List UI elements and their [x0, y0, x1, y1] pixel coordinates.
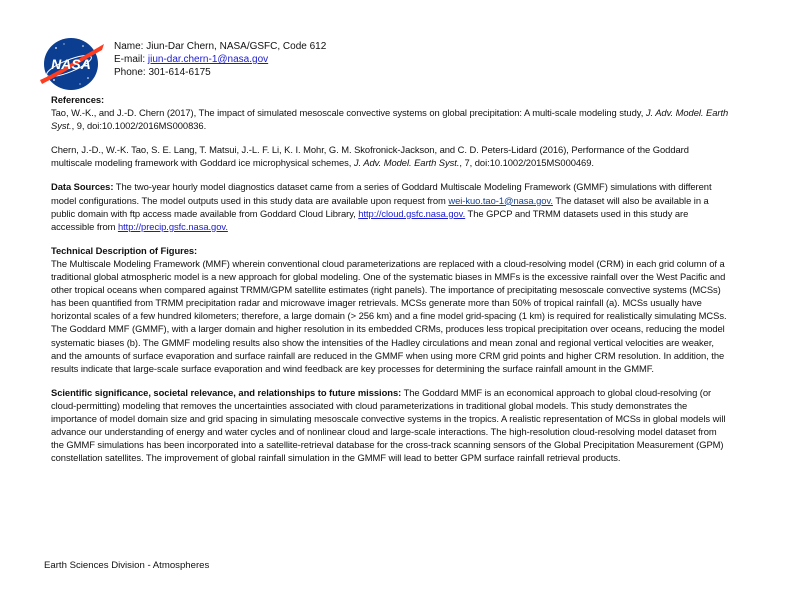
significance-heading: Scientific significance, societal relevance, and relationships to future missions: — [51, 386, 402, 398]
ref1-text: Tao, W.-K., and J.-D. Chern (2017), The impact of simulated mesoscale convective systems on global precipitation: A multi-scale modeling study, — [51, 107, 646, 119]
ref2-end: , 7, doi:10.1002/2015MS000469. — [459, 157, 594, 169]
footer-division: Earth Sciences Division - Atmospheres — [44, 560, 210, 571]
main-content — [51, 93, 731, 475]
contact-phone: Phone: 301-614-6175 — [114, 67, 211, 78]
technical-heading: Technical Description of Figures: — [51, 244, 198, 256]
ref2-text: Chern, J.-D., W.-K. Tao, S. E. Lang, T. Matsui, J.-L. F. Li, K. I. Mohr, G. M. Skofronick-Jackson, and C. D. Peters-Lidard (2016), Performance of the Goddard multiscale modeling framework with Goddard ice microphysical schemes, — [51, 144, 689, 169]
contact-email-link[interactable]: jiun-dar.chern-1@nasa.gov — [147, 54, 269, 65]
references-paragraph — [51, 93, 731, 132]
ref1-journal: J. Adv. Model. Earth Syst. — [51, 107, 729, 132]
data-sources-heading: Data Sources: — [51, 181, 114, 193]
contact-email-line — [114, 53, 326, 66]
contact-block — [114, 40, 326, 79]
logo-text: NASA — [51, 56, 91, 72]
data-sources-paragraph — [51, 180, 731, 232]
email-label: E-mail: — [114, 54, 148, 65]
significance-text: The Goddard MMF is an economical approach to global cloud-resolving (or cloud-permitting) modeling that removes the uncertainties associated with cloud parameterizations in traditional global models. This study demonstrates the importance of model domain size and grid spacing in simulating mesoscale convective systems in the tropics. A realistic representation of MCSs in global models will advance our understanding of energy and water cycles and of nonlinear cloud and large-scale interactions. The high-resolution cloud-resolving model dataset from the GMMF simulations has been incorporated into a satellite-retrieval database for the cross-track scanning sensors of the Global Precipitation Measurement (GPM) constellation satellites. The improvement of global rainfall simulation in the GMMF will lead to better GPM surface rainfall retrieval products. — [51, 386, 726, 464]
reference-2 — [51, 143, 731, 169]
data-sources-text-3: The GPCP and TRMM datasets used in this study are accessible from — [51, 207, 689, 232]
data-sources-text-1: The two-year hourly model diagnostics dataset came from a series of Goddard Multiscale Modeling Framework (GMMF) simulations with different model configurations. The model outputs used in this study data are available upon request from — [51, 181, 712, 206]
references-heading: References: — [51, 94, 105, 105]
data-email-link[interactable]: wei-kuo.tao-1@nasa.gov. — [448, 194, 553, 206]
ref1-end: , 9, doi:10.1002/2016MS000836. — [71, 120, 207, 132]
contact-name: Name: Jiun-Dar Chern, NASA/GSFC, Code 612 — [114, 41, 327, 52]
significance-paragraph — [51, 386, 731, 465]
precip-link[interactable]: http://precip.gsfc.nasa.gov. — [117, 220, 228, 232]
nasa-logo — [36, 36, 106, 92]
cloud-library-link[interactable]: http://cloud.gsfc.nasa.gov. — [358, 207, 466, 219]
technical-text: The Multiscale Modeling Framework (MMF) wherein conventional cloud parameterizations are replaced with a cloud-resolving model (CRM) in each grid column of a traditional global atmospheric model is a new approach for global modeling. One of the systematic biases in MMFs is the excessive rainfall over the West Pacific and other tropical oceans when compared against TRMM/GPM satellite estimates (right panels). The importance of precipitating mesoscale convective systems (MCSs) has been quantified from TRMM precipitation radar and microwave imager retrievals. MCSs generate more than 50% of tropical rainfall (a). MCSs usually have horizontal scales of a few hundred kilometers; therefore, a large domain (> 256 km) and a fine model grid-spacing (1 km) is required for realistically simulating MCSs. The Goddard MMF (GMMF), with a larger domain and higher resolution in its embedded CRMs, produces less tropical precipitation over oceans, reducing the model systematic biases (b). The GMMF modeling results also show the intensities of the Hadley circulations and mean zonal and regional vertical velocities are weaker, and the amounts of surface evaporation and surface rainfall are reduced in the GMMF when using more CRM grid points and higher CRM resolution. In addition, the results indicate that large-scale surface evaporation and wind feedback are key processes for determining the surface rainfall amount in the GMMF. — [51, 257, 727, 374]
data-sources-text-2: The dataset will also be available in a public domain with ftp access made available from Goddard Cloud Library, — [51, 194, 709, 219]
technical-paragraph — [51, 244, 731, 375]
ref2-journal: J. Adv. Model. Earth Syst. — [353, 157, 460, 169]
